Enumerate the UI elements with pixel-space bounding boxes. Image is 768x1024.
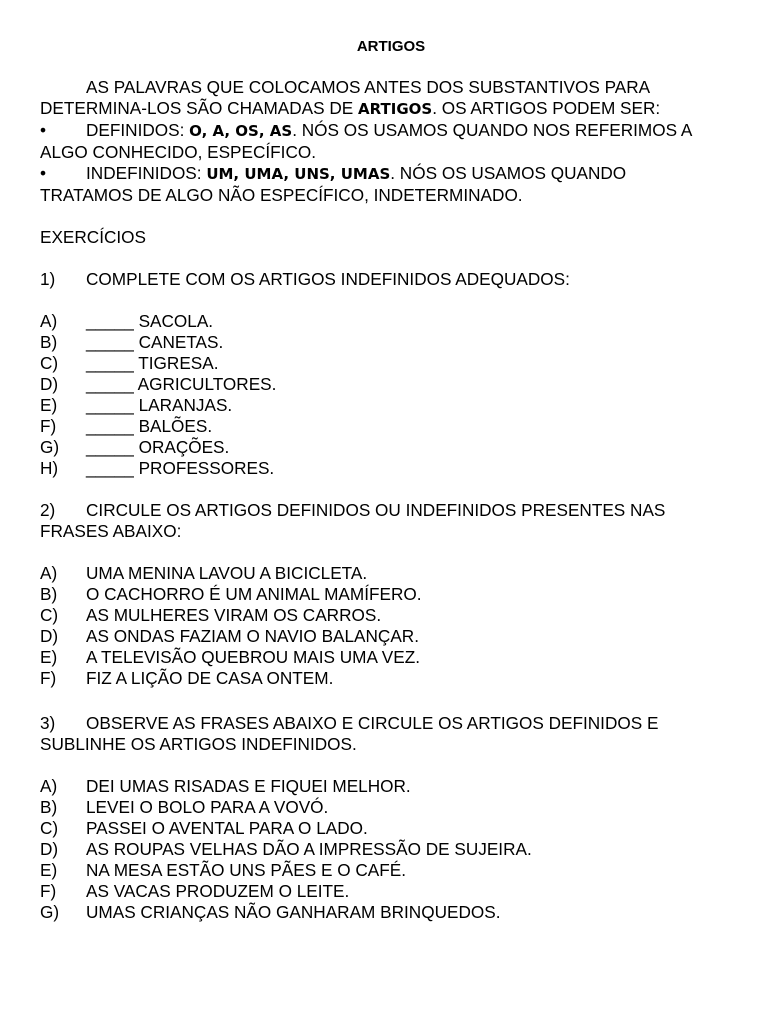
item-label: C) <box>40 605 59 625</box>
question-1-text: COMPLETE COM OS ARTIGOS INDEFINIDOS ADEQUADOS: <box>86 269 570 289</box>
item-text: _____ BALÕES. <box>86 416 213 436</box>
spacer <box>40 206 740 227</box>
question-1 <box>40 269 740 290</box>
item-text: _____ TIGRESA. <box>86 353 219 373</box>
item-label: F) <box>40 416 57 436</box>
item-label: A) <box>40 311 58 331</box>
item-label: G) <box>40 437 60 457</box>
item-label: H) <box>40 458 59 478</box>
bullet-indefinidos-bold: UM, UMA, UNS, UMAS <box>206 165 391 183</box>
list-item <box>40 563 740 584</box>
list-item <box>40 395 740 416</box>
list-item <box>40 332 740 353</box>
item-label: G) <box>40 902 60 922</box>
bullet-indefinidos-cont: TRATAMOS DE ALGO NÃO ESPECÍFICO, INDETERMINADO. <box>40 185 523 205</box>
spacer <box>40 755 740 776</box>
item-label: D) <box>40 626 59 646</box>
question-1-items <box>40 311 740 479</box>
item-text: _____ AGRICULTORES. <box>86 374 277 394</box>
spacer <box>40 479 740 500</box>
question-1-number: 1) <box>40 269 56 289</box>
document-page <box>40 36 740 923</box>
item-text: _____ LARANJAS. <box>86 395 233 415</box>
list-item <box>40 668 740 689</box>
list-item <box>40 839 740 860</box>
list-item <box>40 626 740 647</box>
question-3-text-line-2: SUBLINHE OS ARTIGOS INDEFINIDOS. <box>40 734 357 754</box>
item-text: _____ SACOLA. <box>86 311 214 331</box>
intro-line-2-bold: ARTIGOS <box>358 100 433 118</box>
question-3-number: 3) <box>40 713 56 733</box>
bullet-definidos-text <box>86 120 692 142</box>
item-text: _____ CANETAS. <box>86 332 224 352</box>
item-text: _____ ORAÇÕES. <box>86 437 230 457</box>
item-text: LEVEI O BOLO PARA A VOVÓ. <box>86 797 329 817</box>
item-text: UMA MENINA LAVOU A BICICLETA. <box>86 563 368 583</box>
list-item <box>40 881 740 902</box>
question-2-number: 2) <box>40 500 56 520</box>
bullet-definidos-bold: O, A, OS, AS <box>189 122 293 140</box>
intro-line-1: AS PALAVRAS QUE COLOCAMOS ANTES DOS SUBSTANTIVOS PARA <box>86 77 651 97</box>
item-label: E) <box>40 395 58 415</box>
item-text: FIZ A LIÇÃO DE CASA ONTEM. <box>86 668 334 688</box>
question-3-text-line-1: OBSERVE AS FRASES ABAIXO E CIRCULE OS ARTIGOS DEFINIDOS E <box>86 713 659 733</box>
list-item <box>40 437 740 458</box>
spacer <box>40 689 740 710</box>
list-item <box>40 647 740 668</box>
item-text: PASSEI O AVENTAL PARA O LADO. <box>86 818 368 838</box>
bullet-definidos-label: DEFINIDOS: <box>86 120 190 140</box>
item-label: B) <box>40 797 58 817</box>
bullet-indefinidos-text <box>86 163 626 185</box>
bullet-indefinidos-label: INDEFINIDOS: <box>86 163 207 183</box>
item-label: E) <box>40 860 58 880</box>
question-2-text-line-1: CIRCULE OS ARTIGOS DEFINIDOS OU INDEFINIDOS PRESENTES NAS <box>86 500 666 520</box>
item-text: AS VACAS PRODUZEM O LEITE. <box>86 881 350 901</box>
bullet-indefinidos-rest: . NÓS OS USAMOS QUANDO <box>390 163 627 183</box>
list-item <box>40 818 740 839</box>
item-label: A) <box>40 563 58 583</box>
list-item <box>40 902 740 923</box>
intro-line-2 <box>40 98 740 120</box>
item-text: DEI UMAS RISADAS E FIQUEI MELHOR. <box>86 776 411 796</box>
list-item <box>40 353 740 374</box>
item-label: D) <box>40 839 59 859</box>
list-item <box>40 311 740 332</box>
item-label: A) <box>40 776 58 796</box>
item-label: B) <box>40 332 58 352</box>
item-label: C) <box>40 818 59 838</box>
list-item <box>40 458 740 479</box>
item-label: F) <box>40 881 57 901</box>
item-text: AS MULHERES VIRAM OS CARROS. <box>86 605 382 625</box>
list-item <box>40 416 740 437</box>
item-text: UMAS CRIANÇAS NÃO GANHARAM BRINQUEDOS. <box>86 902 501 922</box>
intro-line-2-text-b: . OS ARTIGOS PODEM SER: <box>432 98 661 118</box>
question-2 <box>40 500 740 521</box>
bullet-definidos-cont: ALGO CONHECIDO, ESPECÍFICO. <box>40 142 316 162</box>
question-2-items <box>40 563 740 689</box>
bullet-definidos <box>40 120 740 142</box>
spacer <box>40 542 740 563</box>
intro-line-2-text-a: DETERMINA-LOS SÃO CHAMADAS DE <box>40 98 359 118</box>
exercises-heading: EXERCÍCIOS <box>40 227 147 247</box>
item-text: O CACHORRO É UM ANIMAL MAMÍFERO. <box>86 584 422 604</box>
item-text: AS ROUPAS VELHAS DÃO A IMPRESSÃO DE SUJEIRA. <box>86 839 532 859</box>
bullet-indefinidos <box>40 163 740 185</box>
list-item <box>40 605 740 626</box>
page-title: ARTIGOS <box>356 38 426 55</box>
item-text: AS ONDAS FAZIAM O NAVIO BALANÇAR. <box>86 626 419 646</box>
spacer <box>40 290 740 311</box>
spacer <box>40 248 740 269</box>
list-item <box>40 584 740 605</box>
bullet-definidos-rest: . NÓS OS USAMOS QUANDO NOS REFERIMOS A <box>292 120 693 140</box>
list-item <box>40 860 740 881</box>
item-label: E) <box>40 647 58 667</box>
list-item <box>40 374 740 395</box>
question-2-text-line-2: FRASES ABAIXO: <box>40 521 182 541</box>
item-text: A TELEVISÃO QUEBROU MAIS UMA VEZ. <box>86 647 420 667</box>
bullet-icon: • <box>40 163 47 183</box>
item-text: NA MESA ESTÃO UNS PÃES E O CAFÉ. <box>86 860 406 880</box>
list-item <box>40 776 740 797</box>
question-3-items <box>40 776 740 923</box>
item-label: F) <box>40 668 57 688</box>
list-item <box>40 797 740 818</box>
bullet-icon: • <box>40 120 47 140</box>
item-label: C) <box>40 353 59 373</box>
item-label: D) <box>40 374 59 394</box>
item-label: B) <box>40 584 58 604</box>
item-text: _____ PROFESSORES. <box>86 458 275 478</box>
question-3 <box>40 713 740 734</box>
